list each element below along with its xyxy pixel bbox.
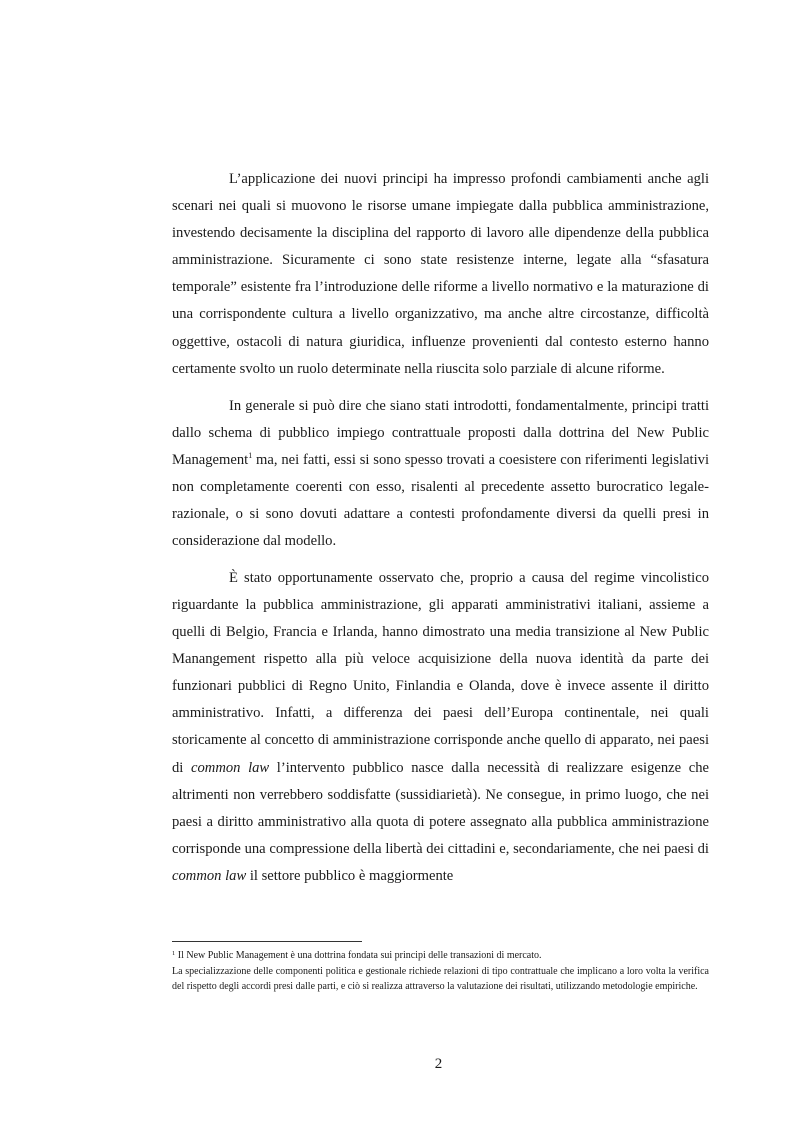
- footnote-reference[interactable]: 1: [248, 450, 253, 460]
- footnote-text-2: La specializzazione delle componenti politica e gestionale richiede relazioni di tipo contrattuale che implicano a loro volta la verifica del rispetto degli accordi presi dalle parti, e ciò si realizza attraverso la valutazione dei risultati, utilizzando metodologie empiriche.: [172, 965, 709, 992]
- footnote-line-2: [172, 964, 709, 995]
- paragraph-3-text-c: il settore pubblico è maggiormente: [246, 867, 454, 884]
- page-number: 2: [434, 1056, 443, 1072]
- footnote-line-1: [172, 948, 709, 964]
- paragraph-1: [172, 166, 709, 383]
- footnote-text-1: Il New Public Management è una dottrina fondata sui principi delle transazioni di mercato.: [175, 950, 542, 961]
- paragraph-3: [172, 565, 709, 890]
- footnote-separator: [172, 941, 362, 942]
- main-text: [172, 166, 709, 890]
- italic-term: common law: [191, 759, 270, 776]
- paragraph-1-text: L’applicazione dei nuovi principi ha impresso profondi cambiamenti anche agli scenari nei quali si muovono le risorse umane impiegate dalla pubblica amministrazione, investendo decisamente la disciplina del rapporto di lavoro alle dipendenze della pubblica amministrazione. Sicuramente ci sono state resistenze interne, legate alla “sfasatura temporale” esistente fra l’introduzione delle riforme a livello normativo e la maturazione di una corrispondente cultura a livello organizzativo, ma anche altre circostanze, difficoltà oggettive, ostacoli di natura giuridica, influenze provenienti dal contesto esterno hanno certamente svolto un ruolo determinate nella riuscita solo parziale di alcune riforme.: [172, 171, 709, 377]
- italic-term: common law: [172, 867, 247, 884]
- paragraph-2-text-a: In generale si può dire che siano stati introdotti, fondamentalmente, principi tratti dallo schema di pubblico impiego contrattuale proposti dalla dottrina del New Public Management: [172, 397, 709, 468]
- paragraph-2-text-b: ma, nei fatti, essi si sono spesso trovati a coesistere con riferimenti legislativi non completamente coerenti con esso, risalenti al precedente assetto burocratico legale-razionale, o si sono dovuti adattare a contesti profondamente diversi da quelli presi in considerazione dal modello.: [172, 451, 709, 550]
- paragraph-3-text-b: l’intervento pubblico nasce dalla necessità di realizzare esigenze che altrimenti non verrebbero soddisfatte (sussidiarietà). Ne consegue, in primo luogo, che nei paesi a diritto amministrativo alla quota di potere assegnato alla pubblica amministrazione corrisponde una compressione della libertà dei cittadini e, secondariamente, che nei paesi di: [172, 759, 710, 857]
- footnote-marker: 1: [172, 950, 176, 957]
- paragraph-2: [172, 393, 709, 556]
- footnote: [172, 948, 709, 995]
- paragraph-3-text-a: È stato opportunamente osservato che, proprio a causa del regime vincolistico riguardante la pubblica amministrazione, gli apparati amministrativi italiani, assieme a quelli di Belgio, Francia e Irlanda, hanno dimostrato una media transizione al New Public Manangement rispetto alla più veloce acquisizione della nuova identità da parte dei funzionari pubblici di Regno Unito, Finlandia e Olanda, dove è invece assente il diritto amministrativo. Infatti, a differenza dei paesi dell’Europa continentale, nei quali storicamente al concetto di amministrazione corrisponde anche quello di apparato, nei paesi di: [172, 569, 709, 776]
